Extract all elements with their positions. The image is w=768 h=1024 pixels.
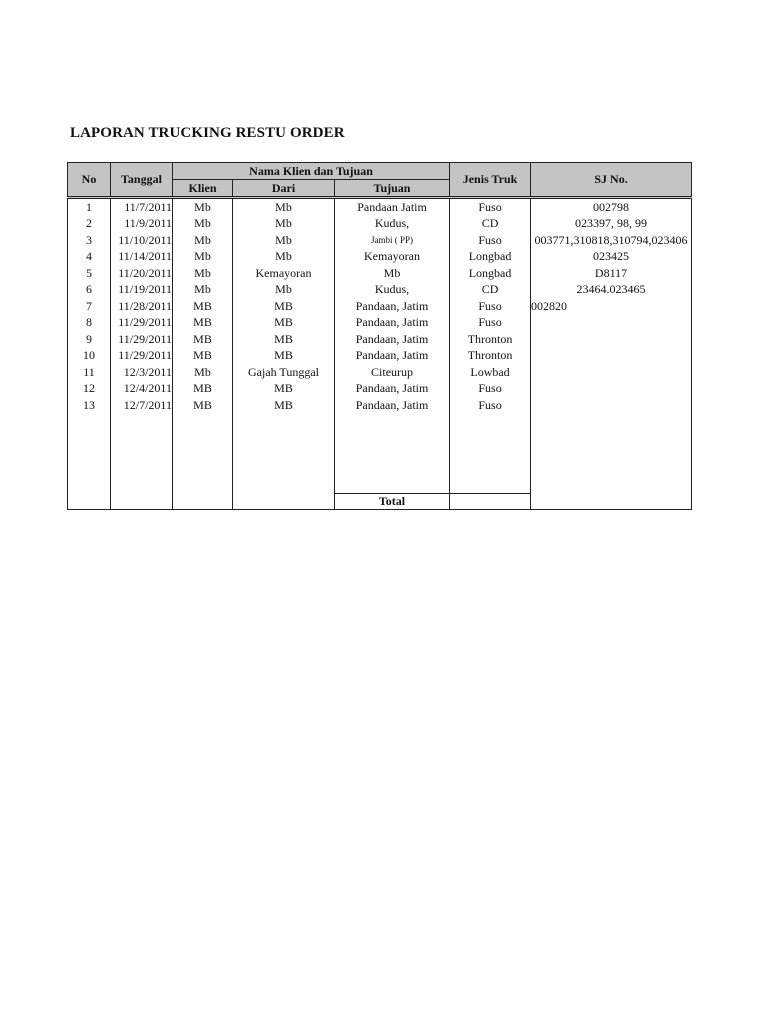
header-jenis-truk: Jenis Truk: [450, 163, 531, 198]
cell-dari: Mb: [233, 216, 335, 233]
cell-tanggal: 11/14/2011: [111, 249, 173, 266]
cell-dari: Gajah Tunggal: [233, 364, 335, 381]
cell-tanggal: 12/3/2011: [111, 364, 173, 381]
cell-jenis-truk: CD: [450, 216, 531, 233]
cell-klien: MB: [173, 298, 233, 315]
cell-jenis-truk: Longbad: [450, 249, 531, 266]
cell-tujuan: Pandaan, Jatim: [335, 397, 450, 414]
cell-jenis-truk: Longbad: [450, 265, 531, 282]
header-sj-no: SJ No.: [531, 163, 692, 198]
total-value: [450, 494, 531, 510]
cell-tujuan: Kemayoran: [335, 249, 450, 266]
cell-klien: Mb: [173, 216, 233, 233]
cell-sj-no: [531, 397, 692, 414]
cell-tujuan: Mb: [335, 265, 450, 282]
cell-tanggal: 11/7/2011: [111, 198, 173, 216]
header-no: No: [68, 163, 111, 198]
cell-jenis-truk: Fuso: [450, 315, 531, 332]
cell-jenis-truk: Fuso: [450, 298, 531, 315]
report-title: LAPORAN TRUCKING RESTU ORDER: [70, 125, 345, 141]
cell-no: 9: [68, 331, 111, 348]
table-row: [68, 348, 692, 365]
cell-tujuan: Citeurup: [335, 364, 450, 381]
cell-tanggal: 12/4/2011: [111, 381, 173, 398]
empty-cell: [335, 414, 450, 494]
header-klien: Klien: [173, 180, 233, 198]
filler-row: [68, 414, 692, 494]
cell-no: 3: [68, 232, 111, 249]
table-row: [68, 216, 692, 233]
cell-jenis-truk: Thronton: [450, 348, 531, 365]
total-label: Total: [335, 494, 450, 510]
cell-jenis-truk: Lowbad: [450, 364, 531, 381]
cell-tujuan: Pandaan, Jatim: [335, 331, 450, 348]
cell-no: 4: [68, 249, 111, 266]
cell-dari: Mb: [233, 282, 335, 299]
cell-dari: Kemayoran: [233, 265, 335, 282]
cell-tujuan: Jambi ( PP): [335, 232, 450, 249]
cell-tanggal: 11/29/2011: [111, 315, 173, 332]
cell-jenis-truk: Fuso: [450, 232, 531, 249]
empty-cell: [531, 414, 692, 494]
cell-sj-no: D8117: [531, 265, 692, 282]
header-tanggal: Tanggal: [111, 163, 173, 198]
cell-no: 5: [68, 265, 111, 282]
table-row: [68, 331, 692, 348]
cell-tujuan: Pandaan, Jatim: [335, 381, 450, 398]
cell-sj-no: 003771,310818,310794,023406: [531, 232, 692, 249]
cell-sj-no: [531, 381, 692, 398]
table-row: [68, 249, 692, 266]
cell-dari: Mb: [233, 198, 335, 216]
empty-cell: [173, 494, 233, 510]
cell-tujuan: Pandaan, Jatim: [335, 298, 450, 315]
cell-sj-no: 023425: [531, 249, 692, 266]
cell-no: 7: [68, 298, 111, 315]
cell-tujuan: Kudus,: [335, 282, 450, 299]
cell-tujuan: Pandaan, Jatim: [335, 315, 450, 332]
table-row: [68, 381, 692, 398]
cell-tujuan: Kudus,: [335, 216, 450, 233]
cell-klien: MB: [173, 348, 233, 365]
cell-no: 12: [68, 381, 111, 398]
table-row: [68, 282, 692, 299]
table-row: [68, 265, 692, 282]
cell-jenis-truk: Fuso: [450, 198, 531, 216]
cell-jenis-truk: Fuso: [450, 397, 531, 414]
table-row: [68, 397, 692, 414]
cell-tanggal: 11/9/2011: [111, 216, 173, 233]
empty-cell: [68, 414, 111, 494]
empty-cell: [233, 414, 335, 494]
cell-dari: MB: [233, 315, 335, 332]
table-row: [68, 364, 692, 381]
cell-klien: MB: [173, 315, 233, 332]
cell-klien: MB: [173, 397, 233, 414]
cell-no: 10: [68, 348, 111, 365]
cell-klien: MB: [173, 331, 233, 348]
cell-jenis-truk: Thronton: [450, 331, 531, 348]
cell-klien: Mb: [173, 249, 233, 266]
cell-no: 6: [68, 282, 111, 299]
cell-dari: MB: [233, 331, 335, 348]
header-group-klien-tujuan: Nama Klien dan Tujuan: [173, 163, 450, 180]
cell-dari: Mb: [233, 232, 335, 249]
cell-sj-no: [531, 364, 692, 381]
empty-cell: [531, 494, 692, 510]
empty-cell: [450, 414, 531, 494]
cell-klien: Mb: [173, 265, 233, 282]
cell-klien: Mb: [173, 232, 233, 249]
empty-cell: [111, 494, 173, 510]
cell-no: 2: [68, 216, 111, 233]
cell-dari: MB: [233, 397, 335, 414]
cell-sj-no: [531, 348, 692, 365]
cell-dari: Mb: [233, 249, 335, 266]
cell-sj-no: 023397, 98, 99: [531, 216, 692, 233]
empty-cell: [173, 414, 233, 494]
empty-cell: [233, 494, 335, 510]
empty-cell: [68, 494, 111, 510]
empty-cell: [111, 414, 173, 494]
table-row: [68, 298, 692, 315]
cell-sj-no: 002820: [531, 298, 692, 315]
cell-dari: MB: [233, 381, 335, 398]
header-dari: Dari: [233, 180, 335, 198]
total-row: [68, 494, 692, 510]
cell-klien: MB: [173, 381, 233, 398]
cell-tujuan: Pandaan, Jatim: [335, 348, 450, 365]
cell-tanggal: 11/29/2011: [111, 348, 173, 365]
table-row: [68, 232, 692, 249]
table-row: [68, 315, 692, 332]
cell-tanggal: 11/29/2011: [111, 331, 173, 348]
cell-sj-no: [531, 331, 692, 348]
cell-no: 11: [68, 364, 111, 381]
cell-dari: MB: [233, 348, 335, 365]
cell-jenis-truk: CD: [450, 282, 531, 299]
cell-tanggal: 11/19/2011: [111, 282, 173, 299]
cell-no: 1: [68, 198, 111, 216]
trucking-report-table: [67, 162, 692, 510]
cell-dari: MB: [233, 298, 335, 315]
table-row: [68, 198, 692, 216]
cell-tanggal: 11/10/2011: [111, 232, 173, 249]
cell-sj-no: 23464.023465: [531, 282, 692, 299]
cell-klien: Mb: [173, 198, 233, 216]
cell-no: 8: [68, 315, 111, 332]
cell-tanggal: 12/7/2011: [111, 397, 173, 414]
cell-klien: Mb: [173, 364, 233, 381]
cell-klien: Mb: [173, 282, 233, 299]
cell-tanggal: 11/28/2011: [111, 298, 173, 315]
cell-tanggal: 11/20/2011: [111, 265, 173, 282]
cell-sj-no: [531, 315, 692, 332]
header-tujuan: Tujuan: [335, 180, 450, 198]
cell-sj-no: 002798: [531, 198, 692, 216]
cell-jenis-truk: Fuso: [450, 381, 531, 398]
cell-no: 13: [68, 397, 111, 414]
cell-tujuan: Pandaan Jatim: [335, 198, 450, 216]
